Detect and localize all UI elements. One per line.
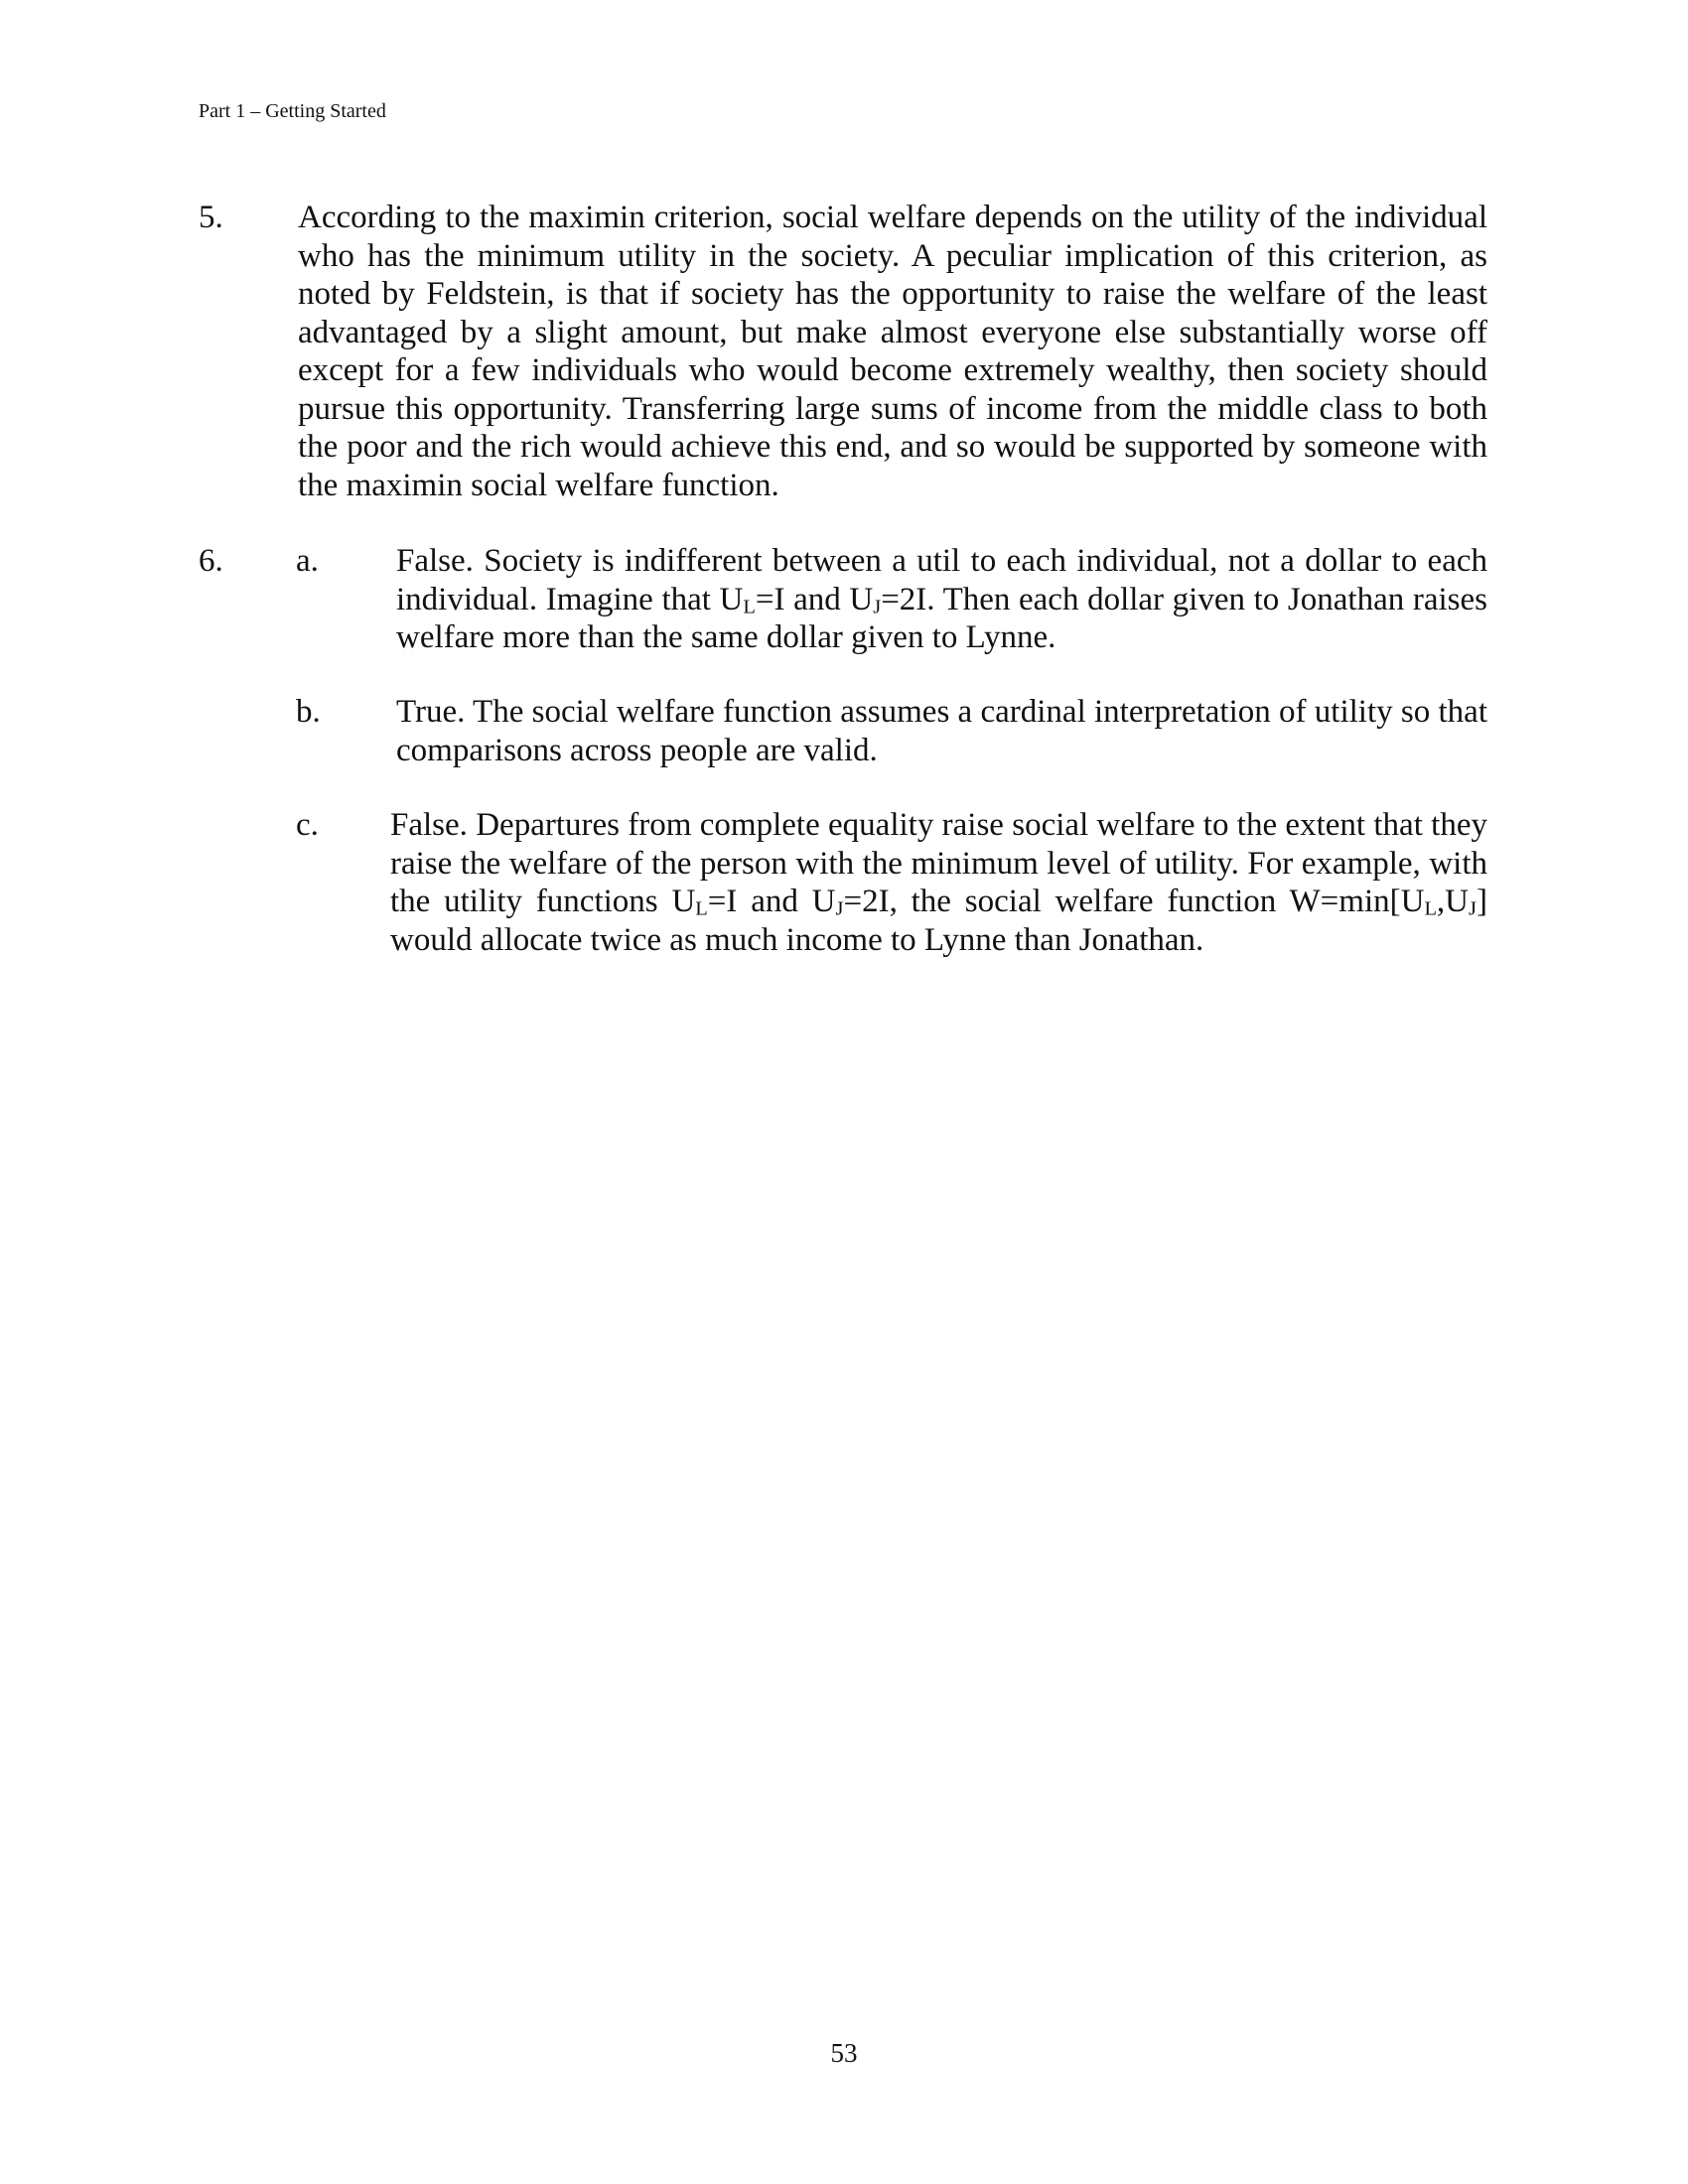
- text-segment: =2I. Then each dollar given to Jonathan raises welfare more than the same dollar given to Lynne.: [396, 581, 1487, 655]
- answer-item-6c: [296, 806, 1487, 959]
- text-segment: =I and U: [755, 581, 874, 617]
- page-number: 53: [830, 2038, 858, 2068]
- sub-item-paragraph: True. The social welfare function assumes a cardinal interpretation of utility so that comparisons across people are valid.: [396, 694, 1487, 768]
- answer-item-6a: [296, 542, 1487, 657]
- text-segment: =I and U: [707, 884, 836, 919]
- text-segment: False. Departures from complete equality raise social welfare to the extent that they raise the welfare of the person with the minimum level of utility. For example, with the utility functions U: [390, 807, 1487, 919]
- subscript: J: [1469, 897, 1477, 920]
- text-segment: =2I, the social welfare function W=min[U: [843, 884, 1425, 919]
- text-segment: ,U: [1436, 884, 1470, 919]
- answer-item-6b: [296, 693, 1487, 769]
- item-6-number: 6.: [199, 543, 223, 579]
- subscript: L: [1424, 897, 1437, 920]
- text-segment: ] would allocate twice as much income to Lynne than Jonathan.: [390, 884, 1487, 958]
- subscript: J: [835, 897, 844, 920]
- sub-item-letter: c.: [296, 807, 319, 843]
- subscript: L: [695, 897, 708, 920]
- item-paragraph: According to the maximin criterion, social welfare depends on the utility of the individual who has the minimum utility in the society. A peculiar implication of this criterion, as noted by Feldstein, is that if society has the opportunity to raise the welfare of the least advantaged by a slight amount, but make almost everyone else substantially worse off except for a few individuals who would become extremely wealthy, then society should pursue this opportunity. Transferring large sums of income from the middle class to both the poor and the rich would achieve this end, and so would be supported by someone with the maximin social welfare function.: [298, 200, 1487, 503]
- text-segment: False. Society is indifferent between a util to each individual, not a dollar to each individual. Imagine that U: [396, 543, 1487, 617]
- sub-item-paragraph: [390, 806, 1487, 959]
- subscript: J: [873, 596, 882, 618]
- sub-item-letter: b.: [296, 694, 321, 730]
- sub-item-letter: a.: [296, 543, 319, 579]
- subscript: L: [743, 596, 756, 618]
- answer-item-5: [199, 199, 1487, 504]
- item-number: 5.: [199, 200, 223, 235]
- sub-item-paragraph: [396, 542, 1487, 657]
- running-header: Part 1 – Getting Started: [199, 100, 386, 122]
